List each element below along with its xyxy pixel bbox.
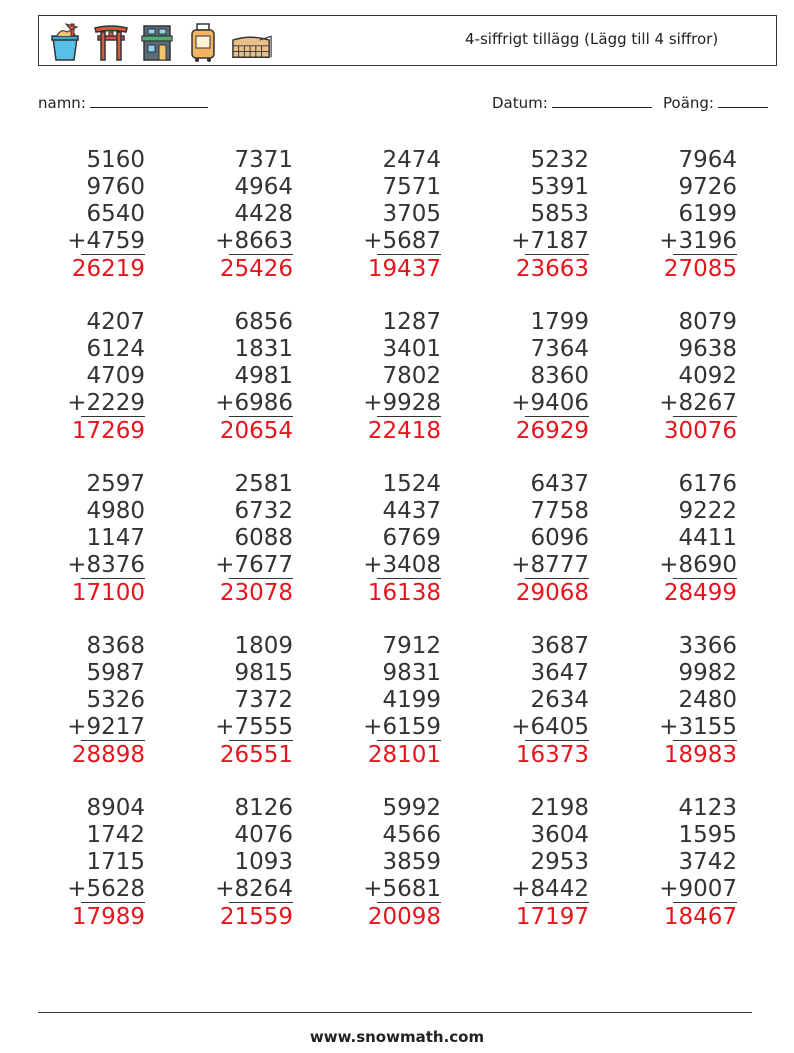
addend-with-plus: +6405 <box>511 714 589 740</box>
sum-rule <box>377 740 441 741</box>
addend: 9638 <box>678 336 737 362</box>
addition-problem <box>193 633 293 783</box>
sand-bucket-icon <box>47 22 83 62</box>
addend: 9982 <box>678 660 737 686</box>
addend: 4709 <box>86 363 145 389</box>
name-label: namn: <box>38 94 86 112</box>
addition-problem <box>193 471 293 621</box>
footer-site: www.snowmath.com <box>309 1028 485 1046</box>
worksheet-title: 4-siffrigt tillägg (Lägg till 4 siffror) <box>465 30 719 48</box>
colosseum-icon <box>231 22 273 62</box>
addition-problem <box>489 309 589 459</box>
addition-problem <box>489 147 589 297</box>
addend: 5160 <box>86 147 145 173</box>
addend: 4199 <box>382 687 441 713</box>
addend: 3742 <box>678 849 737 875</box>
addition-problem <box>45 309 145 459</box>
addend-with-plus: +2229 <box>67 390 145 416</box>
score-line[interactable] <box>718 93 768 108</box>
addend: 1595 <box>678 822 737 848</box>
addend: 2198 <box>530 795 589 821</box>
sum-rule <box>377 902 441 903</box>
addend: 2634 <box>530 687 589 713</box>
addend: 4566 <box>382 822 441 848</box>
addition-problem <box>193 147 293 297</box>
addend: 9726 <box>678 174 737 200</box>
addend: 8904 <box>86 795 145 821</box>
addend: 1831 <box>234 336 293 362</box>
addend-with-plus: +3196 <box>659 228 737 254</box>
addend: 3366 <box>678 633 737 659</box>
sum-rule <box>229 416 293 417</box>
addend: 5987 <box>86 660 145 686</box>
addend-with-plus: +3408 <box>363 552 441 578</box>
answer: 18467 <box>663 904 737 930</box>
addend: 5326 <box>86 687 145 713</box>
addition-problem <box>341 471 441 621</box>
answer: 28101 <box>367 742 441 768</box>
addend: 7372 <box>234 687 293 713</box>
answer: 18983 <box>663 742 737 768</box>
addition-problem <box>45 471 145 621</box>
addend-with-plus: +8264 <box>215 876 293 902</box>
sum-rule <box>673 578 737 579</box>
addend-with-plus: +8267 <box>659 390 737 416</box>
addend-with-plus: +6159 <box>363 714 441 740</box>
addend: 2597 <box>86 471 145 497</box>
addition-problem <box>637 147 737 297</box>
addend: 6732 <box>234 498 293 524</box>
addend: 4092 <box>678 363 737 389</box>
answer: 20654 <box>219 418 293 444</box>
addend: 5992 <box>382 795 441 821</box>
addend: 4428 <box>234 201 293 227</box>
answer: 23078 <box>219 580 293 606</box>
addend: 1799 <box>530 309 589 335</box>
addition-problem <box>45 633 145 783</box>
answer: 17100 <box>71 580 145 606</box>
addend: 2953 <box>530 849 589 875</box>
addend: 9831 <box>382 660 441 686</box>
sum-rule <box>525 902 589 903</box>
addend: 3401 <box>382 336 441 362</box>
addend: 4411 <box>678 525 737 551</box>
addend-with-plus: +9928 <box>363 390 441 416</box>
addition-problem <box>489 795 589 945</box>
date-field[interactable] <box>492 93 652 112</box>
addition-problem <box>193 309 293 459</box>
addend: 8079 <box>678 309 737 335</box>
addend: 4123 <box>678 795 737 821</box>
addend: 7758 <box>530 498 589 524</box>
addend: 7802 <box>382 363 441 389</box>
sum-rule <box>229 254 293 255</box>
date-line[interactable] <box>552 93 652 108</box>
addend-with-plus: +9007 <box>659 876 737 902</box>
sum-rule <box>81 902 145 903</box>
addend: 5232 <box>530 147 589 173</box>
addition-problem <box>45 147 145 297</box>
addend: 1809 <box>234 633 293 659</box>
addend-with-plus: +3155 <box>659 714 737 740</box>
addend: 3604 <box>530 822 589 848</box>
addend: 6176 <box>678 471 737 497</box>
sum-rule <box>673 740 737 741</box>
answer: 27085 <box>663 256 737 282</box>
answer: 17197 <box>515 904 589 930</box>
addend: 4964 <box>234 174 293 200</box>
addend-with-plus: +5628 <box>67 876 145 902</box>
addend: 3859 <box>382 849 441 875</box>
addend: 3687 <box>530 633 589 659</box>
addend: 6124 <box>86 336 145 362</box>
addend-with-plus: +8376 <box>67 552 145 578</box>
sum-rule <box>81 578 145 579</box>
sum-rule <box>525 578 589 579</box>
answer: 28898 <box>71 742 145 768</box>
addend-with-plus: +7677 <box>215 552 293 578</box>
addend-with-plus: +5687 <box>363 228 441 254</box>
addend: 1742 <box>86 822 145 848</box>
answer: 26551 <box>219 742 293 768</box>
addend: 8368 <box>86 633 145 659</box>
addend: 9760 <box>86 174 145 200</box>
answer: 29068 <box>515 580 589 606</box>
addend-with-plus: +5681 <box>363 876 441 902</box>
sum-rule <box>525 416 589 417</box>
addend: 2581 <box>234 471 293 497</box>
answer: 22418 <box>367 418 441 444</box>
sum-rule <box>81 254 145 255</box>
sum-rule <box>229 578 293 579</box>
addend-with-plus: +8663 <box>215 228 293 254</box>
worksheet-header <box>38 15 777 66</box>
sum-rule <box>673 902 737 903</box>
sum-rule <box>377 416 441 417</box>
answer: 21559 <box>219 904 293 930</box>
addend: 5853 <box>530 201 589 227</box>
addend-with-plus: +4759 <box>67 228 145 254</box>
answer: 26929 <box>515 418 589 444</box>
addend: 6540 <box>86 201 145 227</box>
suitcase-icon <box>185 22 221 62</box>
answer: 30076 <box>663 418 737 444</box>
answer: 26219 <box>71 256 145 282</box>
addend: 6437 <box>530 471 589 497</box>
sum-rule <box>673 254 737 255</box>
answer: 20098 <box>367 904 441 930</box>
addition-problem <box>489 633 589 783</box>
score-field[interactable] <box>663 93 768 112</box>
score-label: Poäng: <box>663 94 714 112</box>
sum-rule <box>229 902 293 903</box>
addition-problem <box>637 633 737 783</box>
addend: 7912 <box>382 633 441 659</box>
addend: 4076 <box>234 822 293 848</box>
addend-with-plus: +7555 <box>215 714 293 740</box>
addend: 6856 <box>234 309 293 335</box>
addend: 6088 <box>234 525 293 551</box>
addition-problem <box>637 795 737 945</box>
shop-building-icon <box>139 22 175 62</box>
addend: 1287 <box>382 309 441 335</box>
addend: 7571 <box>382 174 441 200</box>
name-field[interactable] <box>38 93 208 112</box>
addition-problem <box>341 309 441 459</box>
answer: 17989 <box>71 904 145 930</box>
answer: 16138 <box>367 580 441 606</box>
addend: 1147 <box>86 525 145 551</box>
footer-divider <box>38 1012 752 1013</box>
addend-with-plus: +7187 <box>511 228 589 254</box>
addition-problem <box>341 147 441 297</box>
addend-with-plus: +8690 <box>659 552 737 578</box>
answer: 17269 <box>71 418 145 444</box>
sum-rule <box>673 416 737 417</box>
addend: 7371 <box>234 147 293 173</box>
addend: 4207 <box>86 309 145 335</box>
addend: 6096 <box>530 525 589 551</box>
sum-rule <box>229 740 293 741</box>
sum-rule <box>377 254 441 255</box>
addend: 1093 <box>234 849 293 875</box>
answer: 23663 <box>515 256 589 282</box>
answer: 28499 <box>663 580 737 606</box>
sum-rule <box>81 416 145 417</box>
addend: 7364 <box>530 336 589 362</box>
addend-with-plus: +9406 <box>511 390 589 416</box>
addition-problem <box>637 309 737 459</box>
addition-problem <box>193 795 293 945</box>
addend-with-plus: +8442 <box>511 876 589 902</box>
addend: 4980 <box>86 498 145 524</box>
addend: 8360 <box>530 363 589 389</box>
date-label: Datum: <box>492 94 548 112</box>
sum-rule <box>81 740 145 741</box>
addend: 2474 <box>382 147 441 173</box>
sum-rule <box>525 254 589 255</box>
addition-problem <box>341 633 441 783</box>
addend-with-plus: +6986 <box>215 390 293 416</box>
torii-gate-icon <box>93 22 129 62</box>
answer: 25426 <box>219 256 293 282</box>
addend: 1524 <box>382 471 441 497</box>
addend: 9222 <box>678 498 737 524</box>
addition-problem <box>637 471 737 621</box>
addend: 9815 <box>234 660 293 686</box>
answer: 19437 <box>367 256 441 282</box>
addend: 5391 <box>530 174 589 200</box>
name-line[interactable] <box>90 93 208 108</box>
addend: 1715 <box>86 849 145 875</box>
addend-with-plus: +9217 <box>67 714 145 740</box>
addition-problem <box>489 471 589 621</box>
addend: 3705 <box>382 201 441 227</box>
addend: 6769 <box>382 525 441 551</box>
addend: 4981 <box>234 363 293 389</box>
sum-rule <box>525 740 589 741</box>
addend: 3647 <box>530 660 589 686</box>
addend: 2480 <box>678 687 737 713</box>
addend-with-plus: +8777 <box>511 552 589 578</box>
answer: 16373 <box>515 742 589 768</box>
addend: 8126 <box>234 795 293 821</box>
addition-problem <box>341 795 441 945</box>
addend: 6199 <box>678 201 737 227</box>
addition-problem <box>45 795 145 945</box>
addend: 7964 <box>678 147 737 173</box>
addend: 4437 <box>382 498 441 524</box>
sum-rule <box>377 578 441 579</box>
header-icons <box>47 22 273 62</box>
